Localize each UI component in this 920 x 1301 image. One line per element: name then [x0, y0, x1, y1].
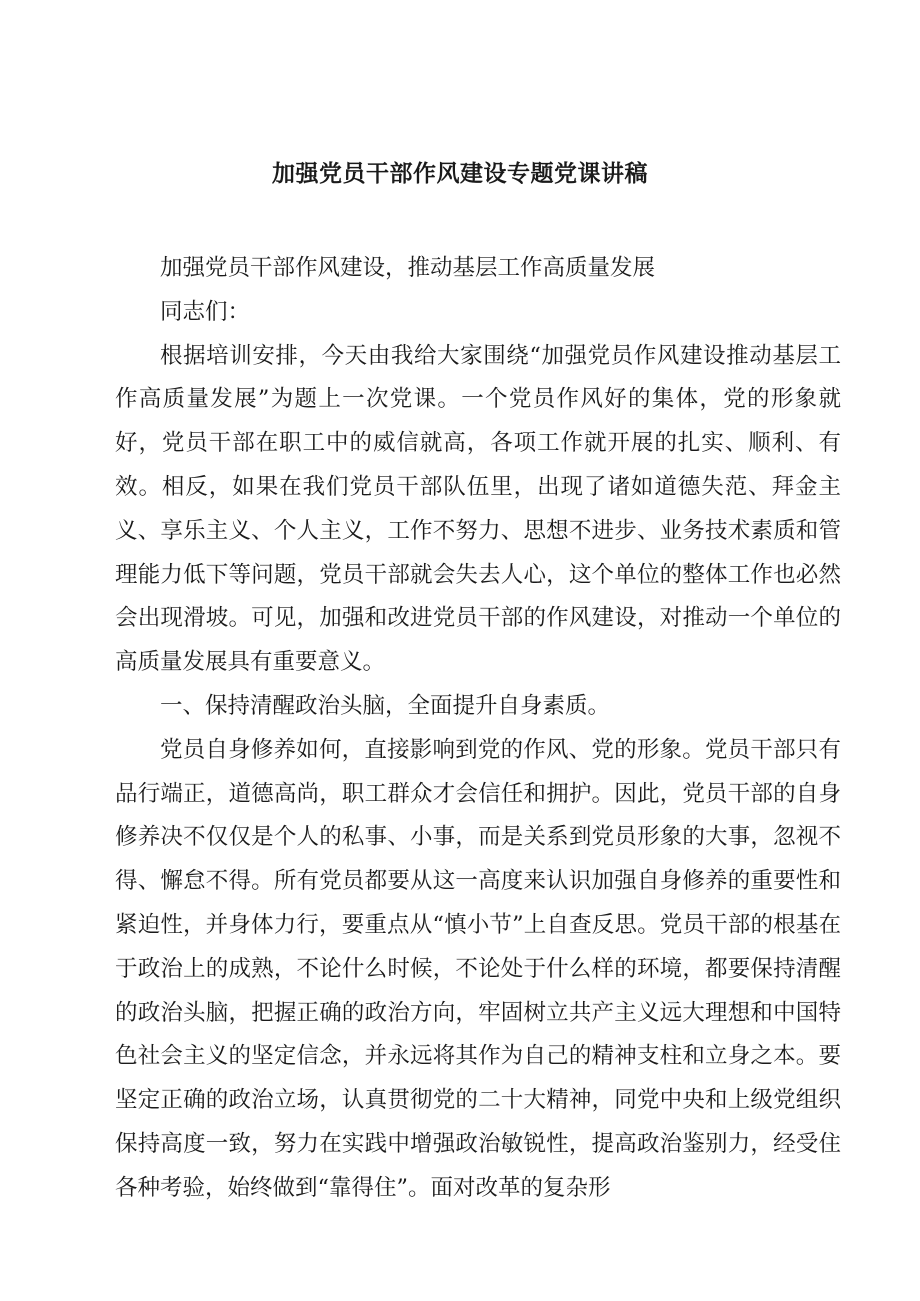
- salutation-paragraph: 同志们：: [160, 298, 251, 325]
- body-paragraph: 党员自身修养如何，直接影响到党的作风、党的形象。党员干部只有品行端正，道德高尚，职工群众才会信任和拥护。因此，党员干部的自身修养决不仅仅是个人的私事、小事，而是关系到党员形象的大事，忽视不得、懈怠不得。所有党员都要从这一高度来认识加强自身修养的重要性和紧迫性，并身体力行，要重点从“慎小节”上自查反思。党员干部的根基在于政治上的成熟，不论什么时候，不论处于什么样的环境，都要保持清醒的政治头脑，把握正确的政治方向，牢固树立共产主义远大理想和中国特色社会主义的坚定信念，并永远将其作为自己的精神支柱和立身之本。要坚定正确的政治立场，认真贯彻党的二十大精神，同党中央和上级党组织保持高度一致，努力在实践中增强政治敏锐性，提高政治鉴别力，经受住各种考验，始终做到“靠得住”。面对改革的复杂形: [115, 736, 841, 1201]
- section-heading: 一、保持清醒政治头脑，全面提升自身素质。: [160, 692, 611, 719]
- intro-paragraph: 根据培训安排，今天由我给大家围绕“加强党员作风建设推动基层工作高质量发展”为题上一次党课。一个党员作风好的集体，党的形象就好，党员干部在职工中的威信就高，各项工作就开展的扎实、顺利、有效。相反，如果在我们党员干部队伍里，出现了诸如道德失范、拜金主义、享乐主义、个人主义，工作不努力、思想不进步、业务技术素质和管理能力低下等问题，党员干部就会失去人心，这个单位的整体工作也必然会出现滑坡。可见，加强和改进党员干部的作风建设，对推动一个单位的高质量发展具有重要意义。: [115, 342, 841, 676]
- document-title: 加强党员干部作风建设专题党课讲稿: [272, 161, 648, 187]
- document-body: [115, 247, 841, 1201]
- subtitle-paragraph: 加强党员干部作风建设，推动基层工作高质量发展: [160, 255, 656, 281]
